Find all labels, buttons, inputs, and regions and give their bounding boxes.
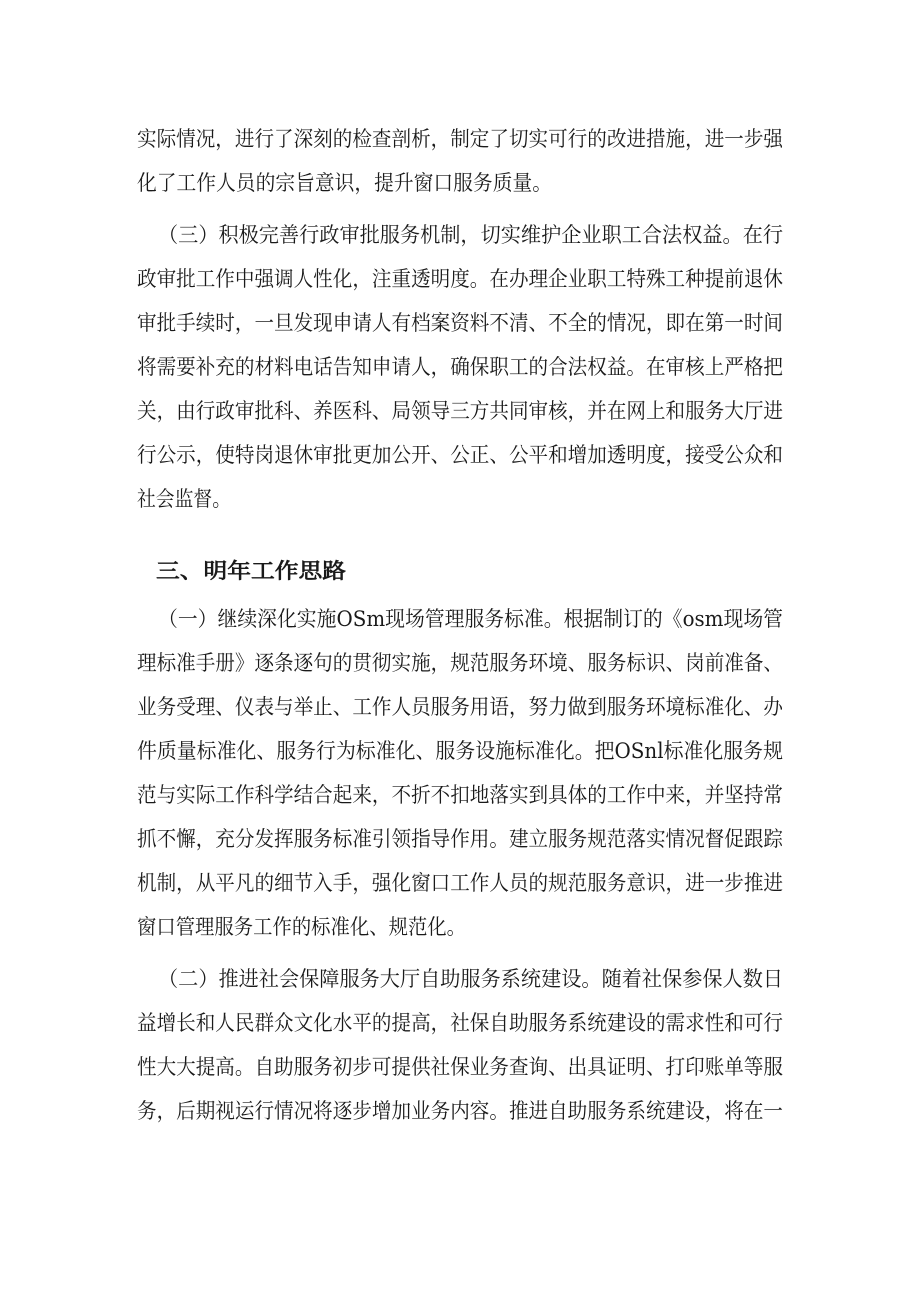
text-line — [0, 648, 920, 678]
text-line — [0, 168, 920, 198]
text-line-content: 实际情况，进行了深刻的检查剖析，制定了切实可行的改进措施，进一步强 — [137, 127, 784, 151]
text-line — [0, 1096, 920, 1126]
text-line — [0, 308, 920, 338]
text-line-content: 政审批工作中强调人性化，注重透明度。在办理企业职工特殊工种提前退休 — [137, 267, 784, 291]
text-line — [0, 352, 920, 382]
text-line-content: 范与实际工作科学结合起来，不折不扣地落实到具体的工作中来，并坚持常 — [137, 783, 784, 807]
text-line — [0, 604, 920, 634]
text-line — [0, 736, 920, 766]
text-line-content: 抓不懈，充分发挥服务标准引领指导作用。建立服务规范落实情况督促跟踪 — [137, 827, 784, 851]
text-line-content: 将需要补充的材料电话告知申请人，确保职工的合法权益。在审核上严格把 — [137, 355, 784, 379]
text-line — [0, 964, 920, 994]
text-line-content: 机制，从平凡的细节入手，强化窗口工作人员的规范服务意识，进一步推进 — [137, 871, 784, 895]
text-line-content: （二）推进社会保障服务大厅自助服务系统建设。随着社保参保人数日 — [158, 967, 784, 991]
text-line-content: 关，由行政审批科、养医科、局领导三方共同审核，并在网上和服务大厅进 — [137, 399, 784, 423]
text-line — [0, 124, 920, 154]
text-line — [0, 220, 920, 250]
text-line — [0, 912, 920, 942]
text-line-content: 理标准手册》逐条逐句的贯彻实施，规范服务环境、服务标识、岗前准备、 — [137, 651, 784, 675]
text-line-content: 社会监督。 — [137, 487, 231, 511]
text-line — [0, 868, 920, 898]
text-line-content: 窗口管理服务工作的标准化、规范化。 — [137, 915, 467, 939]
text-line — [0, 1052, 920, 1082]
text-line-content: 业务受理、仪表与举止、工作人员服务用语，努力做到服务环境标准化、办 — [137, 695, 784, 719]
text-line-content: 行公示，使特岗退休审批更加公开、公正、公平和增加透明度，接受公众和 — [137, 443, 784, 467]
text-line-content: 件质量标准化、服务行为标准化、服务设施标准化。把OSnl标准化服务规 — [137, 739, 783, 763]
text-line — [0, 780, 920, 810]
section-title-line — [0, 556, 920, 586]
section-title: 三、明年工作思路 — [156, 559, 347, 583]
text-line — [0, 484, 920, 514]
text-line-content: 审批手续时，一旦发现申请人有档案资料不清、不全的情况，即在第一时间 — [137, 311, 784, 335]
text-line — [0, 264, 920, 294]
text-line — [0, 396, 920, 426]
text-line-content: （一）继续深化实施OSm现场管理服务标准。根据制订的《osm现场管 — [158, 607, 783, 631]
text-line — [0, 1008, 920, 1038]
text-line-content: 务，后期视运行情况将逐步增加业务内容。推进自助服务系统建设，将在一 — [137, 1099, 784, 1123]
text-line-content: 益增长和人民群众文化水平的提高，社保自助服务系统建设的需求性和可行 — [137, 1011, 784, 1035]
text-line-content: 性大大提高。自助服务初步可提供社保业务查询、出具证明、打印账单等服 — [137, 1055, 784, 1079]
text-line-content: 化了工作人员的宗旨意识，提升窗口服务质量。 — [137, 171, 552, 195]
text-line — [0, 440, 920, 470]
text-line-content: （三）积极完善行政审批服务机制，切实维护企业职工合法权益。在行 — [158, 223, 784, 247]
text-line — [0, 824, 920, 854]
text-line — [0, 692, 920, 722]
